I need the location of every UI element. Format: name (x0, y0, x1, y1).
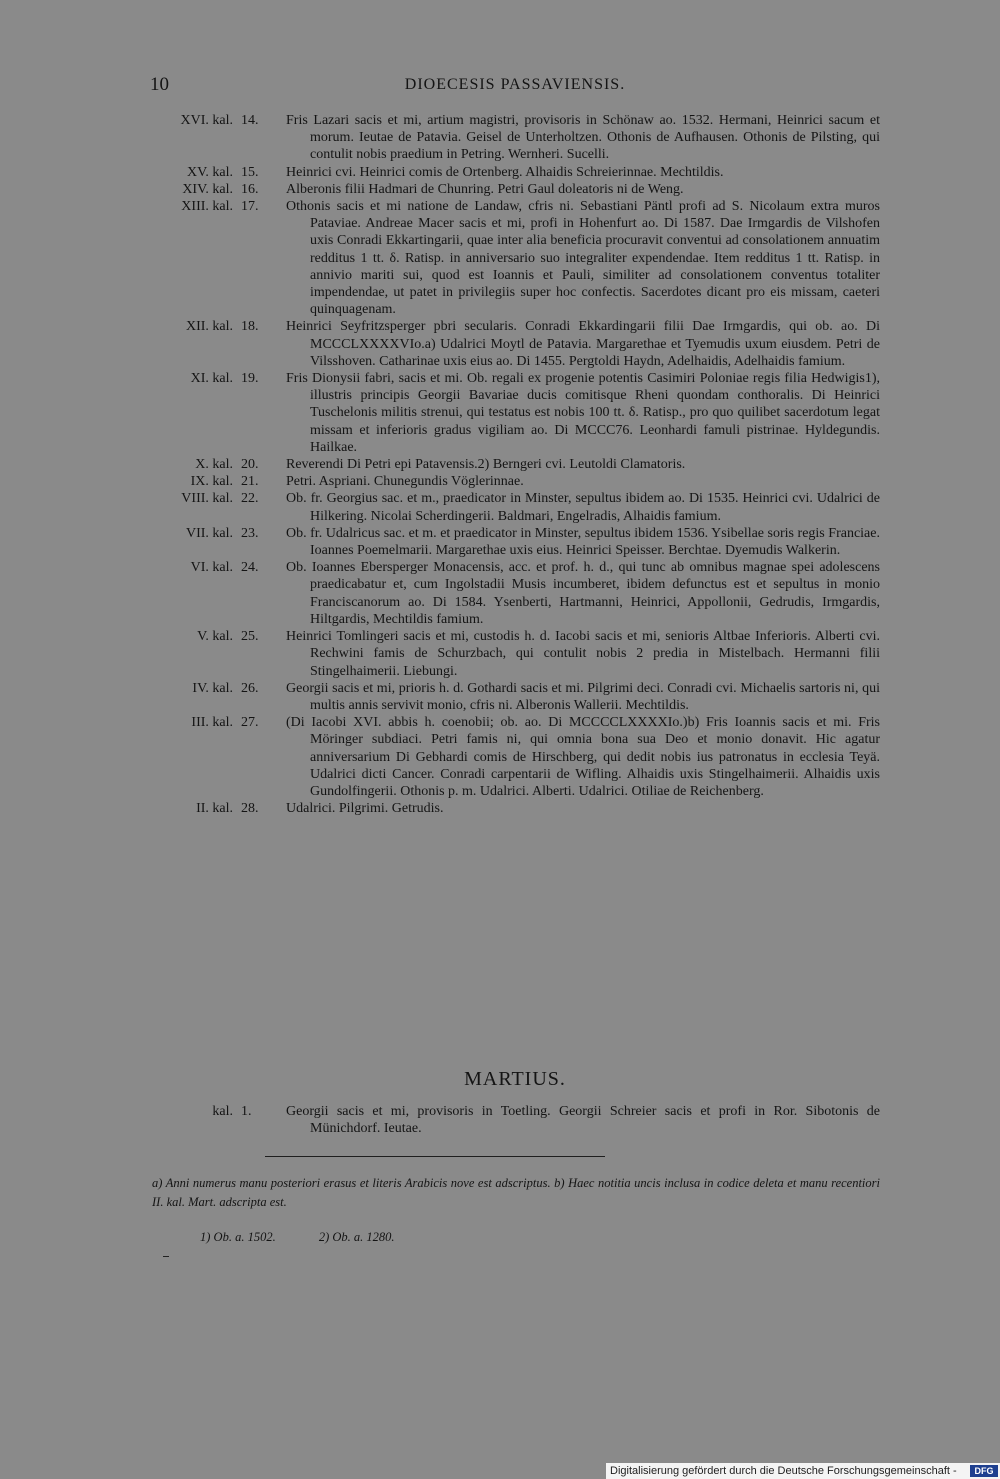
entry-number: 14. (241, 113, 259, 128)
entry-row (150, 628, 880, 680)
entry-day: XVI. kal. (180, 113, 233, 128)
entry-day: XII. kal. (185, 319, 233, 335)
footnotes-lettered: a) Anni numerus manu posteriori erasus et literis Arabicis nove est adscriptus. b) Haec notitia uncis inclusa in codice deleta et manu recentiori II. kal. Mart. adscripta est. (152, 1176, 880, 1209)
entry-text: Fris Dionysii fabri, sacis et mi. Ob. regali ex progenie potentis Casimiri Poloniae regis filia Hedwigis1), illustris principis Georgii Bavariae ducis comitisque Rheni quondam conthoralis. Di Heinrici Tuschelonis militis strenui, qui testatus est nobis 100 tt. δ. Ratisp., pro quo quilibet sacerdotum legat missam et inferioris gradus vigiliam ao. Di MCCC76. Leonhardi famuli pistrinae. Hyldegundis. Hailkae. (286, 371, 880, 455)
footnote-divider (265, 1156, 605, 1157)
entry-number: 19. (241, 371, 259, 387)
entry-number: 22. (241, 491, 259, 507)
entry-day: II. kal. (196, 801, 233, 817)
page-header (150, 74, 880, 98)
footnote: 1) Ob. a. 1502. (200, 1230, 276, 1244)
entry-row (150, 198, 880, 318)
entry-number: 1. (241, 1104, 252, 1119)
entry-number: 26. (241, 680, 259, 696)
entry-row (150, 800, 880, 817)
entry-day: VI. kal. (190, 560, 233, 576)
entry-row (150, 456, 880, 473)
entry-day: III. kal. (191, 715, 233, 731)
entry-row (150, 181, 880, 198)
entry-text: Georgii sacis et mi, prioris h. d. Gothardi sacis et mi. Pilgrimi deci. Conradi cvi. Michaelis sartoris ni, qui multis annis servivit monio, cfris ni. Alberonis Wallerii. Mechtildis. (286, 680, 880, 713)
entry-row (150, 318, 880, 370)
footnote: 2) Ob. a. 1280. (318, 1230, 395, 1244)
calendar-entries (150, 112, 880, 817)
entry-row (150, 1103, 880, 1137)
entry-day: IX. kal. (190, 474, 233, 490)
entry-number: 25. (241, 629, 259, 645)
entry-row (150, 714, 880, 800)
entry-number: 28. (241, 801, 259, 817)
entry-text: Heinrici Seyfritzsperger pbri secularis. Conradi Ekkardingarii filii Dae Irmgardis, qui ob. ao. Di MCCCLXXXXVIo.a) Udalrici Moytl de Patavia. Margarethae et Tyemudis uxum eiusdem. Petri de Vilsshoven. Catharinae uxis eius ao. Di 1455. Pergtoldi Haydn, Adelhaidis, Adelhaidis famium. (286, 319, 880, 369)
entry-text: Heinrici Tomlingeri sacis et mi, custodis h. d. Iacobi sacis et mi, senioris Altbae Inferioris. Alberti cvi. Rechwini famis de Schurzbach, qui contulit nobis 2 predia in Mistelbach. Hermanni filii Stingelhaimerii. Liebungi. (286, 629, 880, 679)
entry-day: V. kal. (197, 629, 233, 645)
page-mark (163, 1256, 169, 1257)
entry-day: VIII. kal. (181, 491, 233, 507)
march-entries (150, 1103, 880, 1137)
entry-row (150, 559, 880, 628)
entry-day: XIV. kal. (182, 181, 233, 197)
entry-day: XV. kal. (186, 164, 233, 180)
entry-day: IV. kal. (192, 680, 233, 696)
entry-number: 16. (241, 181, 259, 197)
entry-text: (Di Iacobi XVI. abbis h. coenobii; ob. ao. Di MCCCCLXXXXIo.)b) Fris Ioannis sacis et mi. Fris Möringer subdiaci. Petri famis ni, qui omnia bona sua Deo et monio donavit. Hic agatur anniversarium Di Gebhardi comis de Hirschberg, qui dedit nobis ius patronatus in ecclesia Teyä. Udalrici dicti Cancer. Conradi carpentarii de Wifling. Alhaidis uxis Stingelhaimerii. Alhaidis uxis Gundolfingerii. Othonis p. m. Udalrici. Alberti. Udalrici. Otiliae de Reichenberg. (286, 715, 880, 799)
entry-row (150, 525, 880, 559)
entry-text: Reverendi Di Petri epi Patavensis.2) Berngeri cvi. Leutoldi Clamatoris. (286, 457, 686, 473)
entry-text: Alberonis filii Hadmari de Chunring. Petri Gaul doleatoris ni de Weng. (286, 181, 684, 197)
footer-banner (606, 1463, 1000, 1479)
entry-text: Ob. Ioannes Ebersperger Monacensis, acc. et prof. h. d., qui tunc ab omnibus magnae spei adolescens praedicabatur et, cum Ingolstadii Musis incumberet, ibidem defunctus est et sepultus in monio Franciscanorum ao. Di 1584. Ysenberti, Hartmanni, Heinrici, Appollonii, Gedrudis, Irmgardis, Hiltgardis, Mechtildis famium. (286, 560, 880, 627)
entry-number: 27. (241, 715, 259, 731)
entry-number: 21. (241, 474, 259, 490)
entry-text: Georgii sacis et mi, provisoris in Toetling. Georgii Schreier sacis et profi in Ror. Sibotonis de Münichdorf. Ieutae. (286, 1104, 880, 1137)
running-title: DIOECESIS PASSAVIENSIS. (404, 76, 626, 93)
entry-day: X. kal. (195, 457, 233, 473)
entry-text: Ob. fr. Georgius sac. et m., praedicator in Minster, sepultus ibidem ao. Di 1535. Heinrici cvi. Udalrici de Hilkering. Nicolai Scherdingerii. Baldmari, Engelradis, Alhaidis famium. (286, 491, 880, 524)
entry-text: Ob. fr. Udalricus sac. et m. et praedicator in Minster, sepultus ibidem 1536. Ysibellae soris regis Franciae. Ioannes Poemelmarii. Margarethae uxis eius. Heinrici Speisser. Berchtae. Dyemudis Walkerin. (286, 525, 880, 559)
entry-text: Fris Lazari sacis et mi, artium magistri, provisoris in Schönaw ao. 1532. Hermani, Heinrici sacum et morum. Ieutae de Patavia. Geisel de Unterholtzen. Othonis de Aufhausen. Othonis de Pilsting, qui contulit nobis praedium in Petring. Wernheri. Sucelli. (286, 113, 880, 163)
entry-number: 18. (241, 319, 259, 335)
entry-number: 23. (241, 525, 259, 541)
page-number: 10 (150, 74, 169, 95)
entry-text: Heinrici cvi. Heinrici comis de Ortenberg. Alhaidis Schreierinnae. Mechtildis. (286, 164, 724, 180)
entry-row (150, 490, 880, 524)
month-heading: MARTIUS. (464, 1068, 566, 1090)
entry-text: Udalrici. Pilgrimi. Getrudis. (286, 801, 444, 817)
entry-row (150, 473, 880, 490)
entry-row (150, 680, 880, 714)
entry-row (150, 370, 880, 456)
entry-number: 24. (241, 560, 259, 576)
footnotes-numbered (200, 1230, 435, 1245)
entry-day: kal. (212, 1104, 233, 1119)
entry-row (150, 112, 880, 164)
entry-number: 17. (241, 199, 259, 215)
entry-text: Othonis sacis et mi natione de Landaw, cfris ni. Sebastiani Päntl profi ad S. Nicolaum extra muros Pataviae. Andreae Macer sacis et mi, profi in Hohenfurt ao. Di 1587. Dae Irmgardis de Vilshofen uxis Conradi Ekkartingarii, quae inter alia beneficia procuravit conventui ad consolationem annuatim redditus 1 tt. δ. Ratisp. in anniversario suo integraliter expendendae. Item redditus 1 tt. Ratisp. in annivio mariti sui, quod est Ioannis et Pauli, similiter ad consolationem conventus totaliter impendendae, ut patet in privilegiis super hoc confectis. Sacerdotes dicant pro eis missam, caeteri quinquagenam. (286, 199, 880, 318)
entry-number: 15. (241, 164, 259, 180)
footer-text: Digitalisierung gefördert durch die Deutsche Forschungsgemeinschaft - (610, 1465, 957, 1477)
entry-day: XIII. kal. (181, 199, 233, 215)
entry-day: XI. kal. (190, 371, 233, 387)
entry-number: 20. (241, 457, 259, 473)
entry-row (150, 164, 880, 181)
dfg-logo: DFG (970, 1465, 998, 1477)
entry-day: VII. kal. (185, 525, 233, 541)
entry-text: Petri. Aspriani. Chunegundis Vöglerinnae. (286, 474, 524, 490)
